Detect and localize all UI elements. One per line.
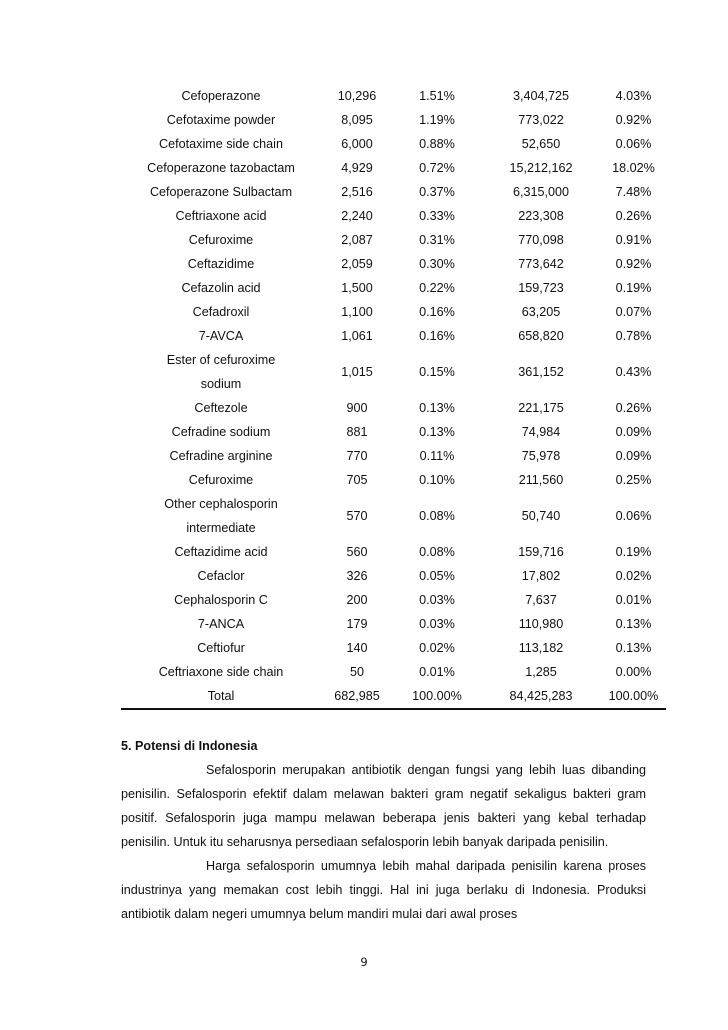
value-cell: 110,980 [518,617,564,631]
value-cell: 221,175 [518,401,564,415]
value-percent-cell: 0.09% [615,449,652,463]
value-percent-cell: 0.26% [615,209,652,223]
value-cell: 50,740 [521,509,561,523]
product-name-cell: Cefuroxime [188,233,254,247]
product-name-line-2: intermediate [186,521,256,535]
quantity-cell: 1,015 [341,365,373,379]
quantity-cell: 770 [346,449,368,463]
quantity-percent-cell: 0.37% [419,185,455,199]
quantity-cell: 570 [346,509,368,523]
value-cell: 15,212,162 [509,161,573,175]
table-row [121,276,666,300]
table-row [121,132,666,156]
value-percent-cell: 0.13% [615,617,652,631]
value-percent-cell: 100.00% [601,684,666,709]
quantity-percent-cell: 0.10% [419,473,455,487]
section-heading: 5. Potensi di Indonesia [121,739,258,753]
value-percent-cell: 0.01% [615,593,652,607]
quantity-percent-cell: 0.05% [419,569,455,583]
product-name-cell: 7-ANCA [197,617,245,631]
table-row [121,492,666,540]
quantity-cell: 326 [346,569,368,583]
value-cell: 63,205 [521,305,561,319]
quantity-percent-cell: 0.03% [419,617,455,631]
value-percent-cell: 0.09% [615,425,652,439]
value-percent-cell: 0.07% [615,305,652,319]
table-row [121,588,666,612]
quantity-percent-cell: 0.30% [419,257,455,271]
quantity-percent-cell: 0.01% [419,665,455,679]
cephalosporin-table [121,84,666,710]
product-name-cell: Ceftazidime acid [174,545,268,559]
value-cell: 74,984 [521,425,561,439]
value-percent-cell: 0.92% [615,257,652,271]
quantity-cell: 2,059 [341,257,373,271]
value-percent-cell: 0.00% [615,665,652,679]
product-name-cell: Cefaclor [197,569,245,583]
value-percent-cell: 0.06% [615,509,652,523]
quantity-cell: 705 [346,473,368,487]
table-row [121,228,666,252]
value-percent-cell: 0.91% [615,233,652,247]
value-cell: 113,182 [518,641,564,655]
product-name-cell: Cefadroxil [192,305,250,319]
quantity-percent-cell: 0.16% [419,305,455,319]
quantity-percent-cell: 0.13% [419,401,455,415]
paragraph-2: Harga sefalosporin umumnya lebih mahal daripada penisilin karena proses industrinya yang memakan cost lebih tinggi. Hal ini juga berlaku di Indonesia. Produksi antibiotik dalam negeri umumnya belum mandiri mulai dari awal proses [121,859,646,921]
product-name-cell: Total [121,684,321,709]
product-name-cell: Ceftezole [194,401,248,415]
value-cell: 159,723 [518,281,564,295]
quantity-percent-cell: 0.13% [419,425,455,439]
product-name-cell: Cefradine sodium [171,425,271,439]
quantity-percent-cell: 0.88% [419,137,455,151]
total-row [121,684,666,709]
quantity-percent-cell: 1.19% [419,113,455,127]
value-percent-cell: 4.03% [615,89,652,103]
value-percent-cell: 7.48% [615,185,652,199]
value-percent-cell: 0.78% [615,329,652,343]
quantity-cell: 200 [346,593,368,607]
table-row [121,204,666,228]
value-percent-cell: 0.06% [615,137,652,151]
quantity-cell: 2,087 [341,233,373,247]
quantity-cell: 179 [346,617,368,631]
quantity-cell: 6,000 [341,137,373,151]
value-percent-cell: 0.26% [615,401,652,415]
quantity-cell: 50 [349,665,364,679]
table-body [121,84,666,709]
table-row [121,420,666,444]
quantity-percent-cell: 0.08% [419,545,455,559]
product-name-cell: Cefradine arginine [169,449,273,463]
value-cell: 84,425,283 [481,684,601,709]
table-row [121,156,666,180]
value-cell: 52,650 [521,137,561,151]
quantity-percent-cell: 0.22% [419,281,455,295]
quantity-cell: 10,296 [337,89,377,103]
quantity-cell: 4,929 [341,161,373,175]
product-name-cell: Cefoperazone tazobactam [147,161,295,175]
product-name-cell: Cefazolin acid [181,281,261,295]
quantity-percent-cell: 0.11% [419,449,455,463]
product-name-cell [121,348,321,396]
quantity-percent-cell: 0.72% [419,161,455,175]
value-percent-cell: 18.02% [612,161,655,175]
table-row [121,300,666,324]
quantity-cell: 900 [346,401,368,415]
table-row [121,612,666,636]
value-cell: 7,637 [525,593,557,607]
value-cell: 773,022 [518,113,564,127]
quantity-cell: 1,061 [341,329,373,343]
quantity-cell: 2,516 [341,185,373,199]
quantity-percent-cell: 100.00% [393,684,481,709]
section-potensi [121,734,646,926]
value-cell: 75,978 [521,449,561,463]
quantity-percent-cell: 0.33% [419,209,455,223]
quantity-cell: 8,095 [341,113,373,127]
value-percent-cell: 0.43% [615,365,652,379]
product-name-cell: 7-AVCA [198,329,244,343]
product-name-cell: Ceftriaxone acid [175,209,267,223]
value-cell: 1,285 [525,665,557,679]
value-cell: 773,642 [518,257,564,271]
product-name-cell: Cefotaxime powder [166,113,276,127]
table-row [121,468,666,492]
product-name-cell: Cefuroxime [188,473,254,487]
quantity-percent-cell: 1.51% [419,89,455,103]
table-row [121,348,666,396]
product-name-line-2: sodium [200,377,242,391]
product-name-cell: Ceftiofur [197,641,245,655]
value-percent-cell: 0.25% [615,473,652,487]
table-row [121,636,666,660]
value-cell: 159,716 [518,545,564,559]
table-row [121,396,666,420]
value-cell: 361,152 [518,365,564,379]
product-name-line-1: Other cephalosporin [164,497,278,511]
value-percent-cell: 0.02% [615,569,652,583]
value-percent-cell: 0.13% [615,641,652,655]
quantity-percent-cell: 0.31% [419,233,455,247]
value-percent-cell: 0.19% [615,281,652,295]
value-cell: 658,820 [518,329,564,343]
quantity-percent-cell: 0.03% [419,593,455,607]
table-row [121,84,666,108]
product-name-cell: Cefoperazone Sulbactam [149,185,293,199]
product-name-cell: Ceftriaxone side chain [158,665,284,679]
quantity-percent-cell: 0.02% [419,641,455,655]
quantity-cell: 1,500 [341,281,373,295]
product-name-cell: Cefoperazone [181,89,261,103]
value-percent-cell: 0.19% [615,545,652,559]
product-name-line-1: Ester of cefuroxime [166,353,276,367]
quantity-cell: 140 [346,641,368,655]
quantity-percent-cell: 0.15% [419,365,455,379]
value-cell: 3,404,725 [512,89,570,103]
table-row [121,564,666,588]
value-cell: 770,098 [518,233,564,247]
paragraph-1: Sefalosporin merupakan antibiotik dengan fungsi yang lebih luas dibanding penisilin. Sefalosporin efektif dalam melawan bakteri gram negatif sekaligus bakteri gram positif. Sefalosporin juga mampu melawan beberapa jenis bakteri yang kebal terhadap penisilin. Untuk itu seharusnya persediaan sefalosporin lebih banyak daripada penisilin. [121,763,646,849]
value-cell: 6,315,000 [512,185,570,199]
value-cell: 211,560 [518,473,564,487]
table-row [121,540,666,564]
quantity-cell: 560 [346,545,368,559]
table-row [121,252,666,276]
product-name-cell: Ceftazidime [187,257,255,271]
page-number: 9 [360,955,368,969]
quantity-cell: 2,240 [341,209,373,223]
table-row [121,108,666,132]
product-name-cell: Cefotaxime side chain [159,137,283,151]
quantity-percent-cell: 0.08% [419,509,455,523]
table-row [121,324,666,348]
value-percent-cell: 0.92% [615,113,652,127]
value-cell: 223,308 [518,209,564,223]
product-name-cell [121,492,321,540]
product-name-cell: Cephalosporin C [174,593,268,607]
value-cell: 17,802 [521,569,561,583]
table-row [121,444,666,468]
quantity-cell: 881 [346,425,368,439]
table-row [121,660,666,684]
quantity-cell: 1,100 [341,305,373,319]
quantity-cell: 682,985 [321,684,393,709]
quantity-percent-cell: 0.16% [419,329,455,343]
table-row [121,180,666,204]
